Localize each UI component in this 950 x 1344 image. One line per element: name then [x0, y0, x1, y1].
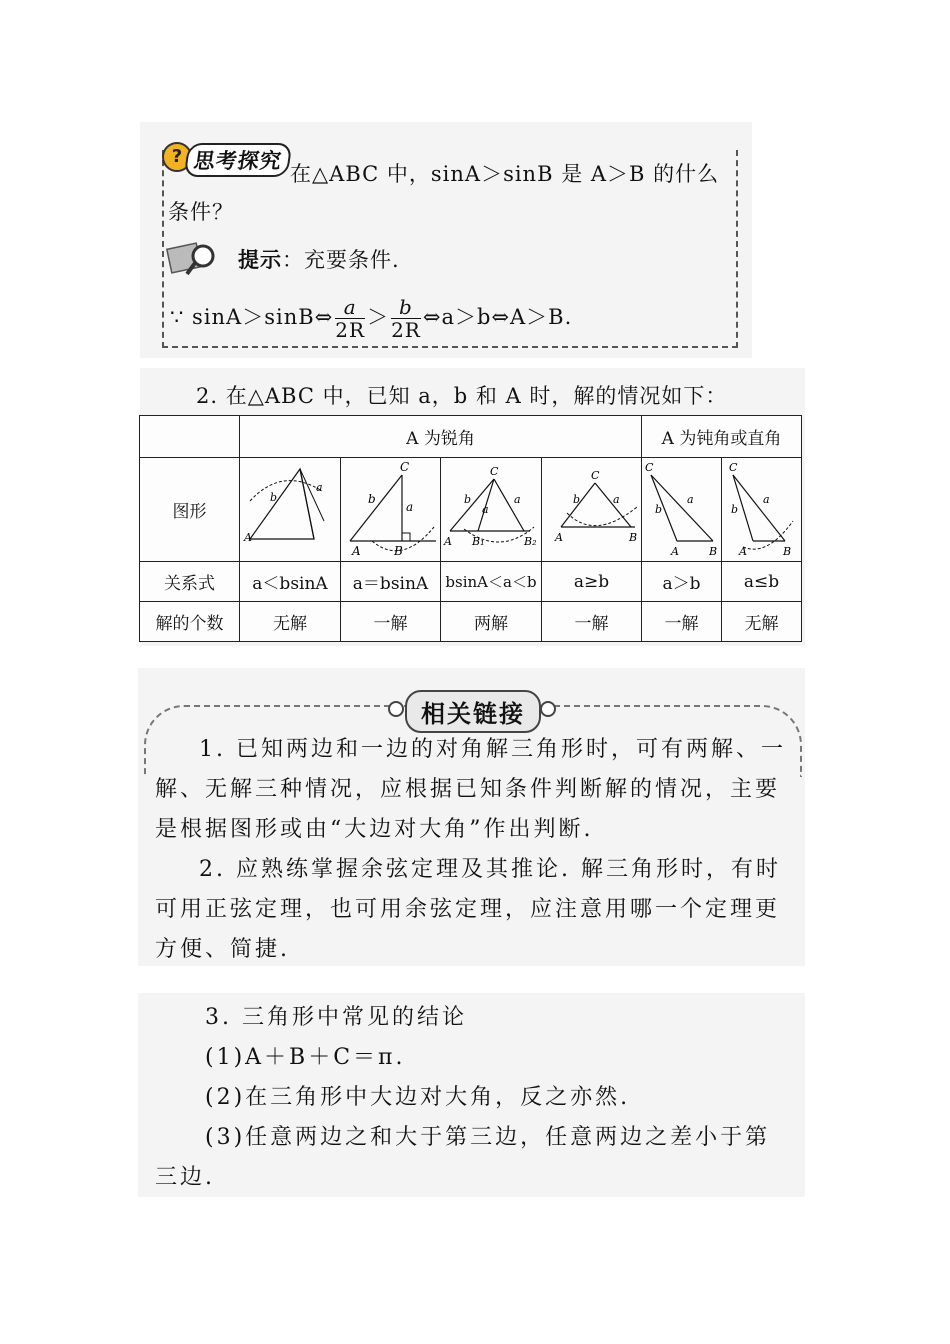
figure-obtuse-one-solution: [642, 458, 722, 562]
count-cell: 无解: [722, 602, 802, 642]
svg-text:C: C: [644, 460, 653, 474]
figure-no-solution-acute: [240, 458, 341, 562]
relation-cell: a≥b: [542, 562, 642, 602]
svg-text:B: B: [708, 544, 717, 558]
svg-text:b: b: [270, 490, 278, 504]
proof-line: [170, 296, 572, 341]
question-icon: ?: [162, 142, 192, 172]
svg-text:C: C: [728, 460, 737, 474]
svg-text:a: a: [612, 492, 620, 506]
svg-text:A: A: [351, 543, 361, 558]
relation-cell: a＞b: [642, 562, 722, 602]
fraction-a-over-2r: [335, 296, 365, 341]
figure-one-solution-right: [341, 458, 441, 562]
svg-text:B: B: [782, 544, 791, 558]
count-cell: 一解: [341, 602, 441, 642]
count-cell: 无解: [240, 602, 341, 642]
title-dot-right: [540, 701, 556, 717]
header-acute: A 为锐角: [240, 416, 642, 458]
proof-prefix: ∵ sinA＞sinB⇔: [170, 305, 334, 329]
frac1-numerator: a: [335, 296, 365, 319]
svg-text:b: b: [464, 492, 472, 506]
svg-text:a: a: [514, 492, 521, 506]
fraction-b-over-2r: [391, 296, 421, 341]
svg-text:C: C: [490, 464, 499, 478]
relation-cell: a≤b: [722, 562, 802, 602]
frac1-denominator: 2R: [335, 318, 366, 342]
svg-text:B: B: [628, 530, 637, 544]
svg-text:A: A: [444, 534, 452, 548]
figure-row: [140, 458, 802, 562]
links-paragraph-1: 1. 已知两边和一边的对角解三角形时，可有两解、一解、无解三种情况，应根据已知条件判断解的情况，主要是根据图形或由“大边对大角”作出判断.: [155, 737, 786, 842]
frac2-denominator: 2R: [391, 318, 421, 342]
relation-cell: a＜bsinA: [240, 562, 341, 602]
count-cell: 两解: [441, 602, 542, 642]
header-obtuse: A 为钝角或直角: [642, 416, 802, 458]
svg-text:A: A: [738, 544, 747, 558]
svg-text:b: b: [367, 491, 376, 506]
svg-text:a: a: [405, 499, 413, 514]
think-question-line2: 条件？: [168, 200, 234, 224]
conclusion-2: (2)在三角形中大边对大角，反之亦然.: [205, 1085, 631, 1110]
hint-text: ：充要条件.: [282, 248, 400, 272]
think-question-line1: 在△ABC 中，sinA＞sinB 是 A＞B 的什么: [290, 162, 720, 186]
svg-text:b: b: [730, 502, 738, 516]
svg-text:a: a: [482, 502, 489, 516]
svg-text:A: A: [554, 530, 563, 544]
conclusion-3: (3)任意两边之和大于第三边，任意两边之差小于第三边.: [155, 1125, 771, 1190]
row-label-figure: 图形: [140, 458, 240, 562]
proof-gt: ＞: [367, 305, 390, 329]
svg-text:C: C: [399, 460, 409, 474]
table-header-row: [140, 416, 802, 458]
hint-label: 提示: [238, 248, 282, 272]
relation-row: [140, 562, 802, 602]
relation-cell: a＝bsinA: [341, 562, 441, 602]
solutions-table: [139, 415, 802, 642]
table-intro: 2. 在△ABC 中，已知 a，b 和 A 时，解的情况如下：: [196, 384, 728, 408]
svg-text:B₁: B₁: [472, 534, 485, 548]
relation-cell: bsinA＜a＜b: [441, 562, 542, 602]
magnifier-icon: [165, 238, 223, 280]
count-row: [140, 602, 802, 642]
row-label-relation: 关系式: [140, 562, 240, 602]
svg-text:a: a: [316, 480, 323, 494]
links-paragraph-2: 2. 应熟练掌握余弦定理及其推论. 解三角形时，有时可用正弦定理，也可用余弦定理，应注意用哪一个定理更方便、简捷.: [155, 857, 781, 962]
figure-one-solution-ageb: [542, 458, 642, 562]
count-cell: 一解: [642, 602, 722, 642]
think-badge: 思考探究: [184, 143, 293, 177]
links-title: 相关链接: [405, 690, 541, 733]
count-cell: 一解: [542, 602, 642, 642]
svg-text:B₂: B₂: [524, 534, 537, 548]
svg-text:B: B: [393, 543, 403, 558]
svg-text:A: A: [670, 544, 679, 558]
figure-obtuse-no-solution: [722, 458, 802, 562]
hint-line: [238, 244, 400, 274]
svg-text:b: b: [572, 492, 580, 506]
proof-suffix: ⇔a＞b⇔A＞B.: [422, 305, 573, 329]
conclusion-1: (1)A＋B＋C＝π.: [205, 1045, 406, 1070]
frac2-numerator: b: [391, 296, 421, 319]
svg-text:a: a: [762, 492, 770, 506]
corner-cell: [140, 416, 240, 458]
title-dot-left: [388, 701, 404, 717]
row-label-count: 解的个数: [140, 602, 240, 642]
conclusions-title: 3. 三角形中常见的结论: [205, 1005, 467, 1030]
svg-text:a: a: [686, 492, 694, 506]
svg-text:A: A: [244, 530, 252, 544]
svg-text:b: b: [654, 502, 662, 516]
svg-text:C: C: [590, 468, 599, 482]
figure-two-solutions: [441, 458, 542, 562]
links-title-wrap: [405, 690, 541, 733]
